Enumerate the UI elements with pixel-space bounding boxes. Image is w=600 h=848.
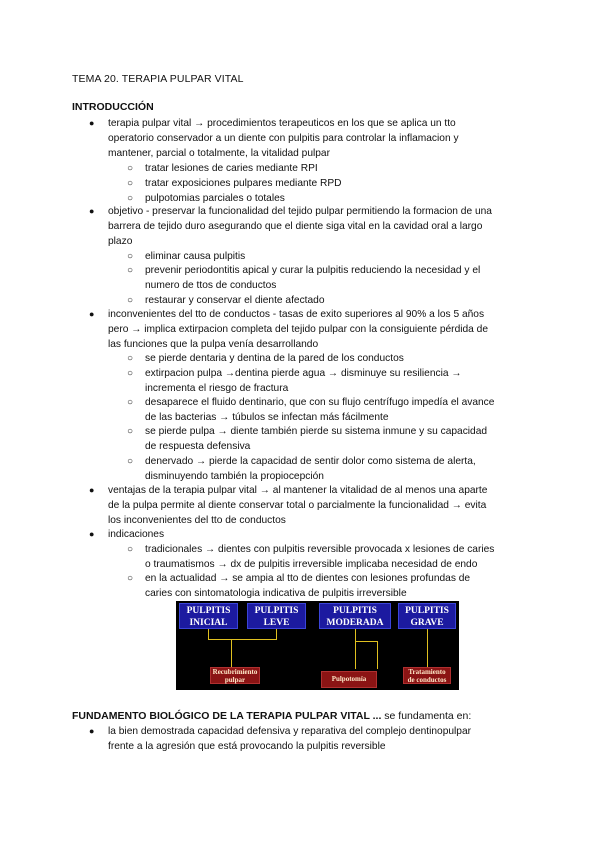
sub-bullet-icon: ○	[127, 265, 134, 276]
bullet-1-sub-1: tratar lesiones de caries mediante RPI	[145, 163, 318, 174]
diagram-outcome-recubrimiento: Recubrimiento pulpar	[210, 667, 260, 684]
pulpitis-treatment-diagram	[176, 601, 459, 690]
diagram-outcome-pulpotomia: Pulpotomía	[321, 671, 377, 688]
bullet-3-text: inconvenientes del tto de conductos - tasas de exito superiores al 90% a los 5 años pero → implica extirpacion completa del tejido pulpar con la consiguiente pérdida de las funciones que la pulpa venía desarrollando	[108, 309, 488, 350]
bullet-icon: ●	[89, 529, 95, 539]
bullet-3-sub-1: se pierde dentaria y dentina de la pared de los conductos	[145, 353, 404, 364]
diagram-category-moderada: PULPITIS MODERADA	[319, 603, 391, 629]
sub-bullet-icon: ○	[127, 353, 134, 364]
sub-bullet-icon: ○	[127, 397, 134, 408]
bullet-2-sub-2: prevenir periodontitis apical y curar la pulpitis reduciendo la necesidad y el numero de ttos de conductos	[145, 265, 481, 291]
bullet-3-sub-3: desaparece el fluido dentinario, que con su flujo centrífugo impedía el avance de las bacterias → túbulos se infectan más fácilmente	[145, 397, 495, 423]
sub-bullet-icon: ○	[127, 295, 134, 306]
sub-bullet-icon: ○	[127, 573, 134, 584]
diagram-outcome-tratamiento: Tratamiento de conductos	[403, 667, 451, 684]
sub-bullet-icon: ○	[127, 178, 134, 189]
bullet-6-text: la bien demostrada capacidad defensiva y reparativa del complejo dentinopulpar frente a la agresión que está provocando la pulpitis reversible	[108, 726, 472, 752]
connector-line	[208, 629, 209, 639]
bullet-3-sub-5: denervado → pierde la capacidad de sentir dolor como sistema de alerta, disminuyendo también la propiocepción	[145, 456, 476, 482]
intro-heading: INTRODUCCIÓN	[72, 101, 154, 113]
connector-line	[276, 629, 277, 639]
bullet-icon: ●	[89, 118, 95, 128]
sub-bullet-icon: ○	[127, 426, 134, 437]
diagram-category-leve: PULPITIS LEVE	[247, 603, 306, 629]
bullet-2-sub-3: restaurar y conservar el diente afectado	[145, 295, 325, 306]
sub-bullet-icon: ○	[127, 251, 134, 262]
bullet-icon: ●	[89, 206, 95, 216]
sub-bullet-icon: ○	[127, 544, 134, 555]
bullet-5-sub-2: en la actualidad → se ampia al tto de dientes con lesiones profundas de caries con sintomatologia indicativa de pulpitis irreversible	[145, 573, 471, 599]
bullet-4-text: ventajas de la terapia pulpar vital → al mantener la vitalidad de al menos una aparte de la pulpa permite al diente conservar total o parcialmente la funcionalidad → evita los inconvenientes del tto de conductos	[108, 485, 488, 526]
connector-line	[208, 639, 277, 640]
bullet-icon: ●	[89, 309, 95, 319]
sub-bullet-icon: ○	[127, 456, 134, 467]
document-title: TEMA 20. TERAPIA PULPAR VITAL	[72, 73, 244, 85]
connector-line	[355, 641, 377, 642]
bullet-1-text: terapia pulpar vital → procedimientos terapeuticos en los que se aplica un tto operatorio conservador a un diente con pulpitis para controlar la inflamacion y mantener, parcial o totalmente, la vitalidad pulpar	[108, 118, 459, 159]
bullet-3-sub-4: se pierde pulpa → diente también pierde su sistema inmune y su capacidad de respuesta defensiva	[145, 426, 488, 452]
bullet-5-sub-1: tradicionales → dientes con pulpitis reversible provocada x lesiones de caries o traumatismos → dx de pulpitis irreversible implicaba necesidad de endo	[145, 544, 495, 570]
sub-bullet-icon: ○	[127, 368, 134, 379]
bullet-1-sub-2: tratar exposiciones pulpares mediante RPD	[145, 178, 342, 189]
connector-line	[377, 641, 378, 669]
connector-line	[231, 639, 232, 667]
sub-bullet-icon: ○	[127, 193, 134, 204]
bullet-icon: ●	[89, 485, 95, 495]
bullet-2-sub-1: eliminar causa pulpitis	[145, 251, 246, 262]
fundamento-heading: FUNDAMENTO BIOLÓGICO DE LA TERAPIA PULPAR VITAL ... se fundamenta en:	[72, 710, 472, 722]
diagram-category-grave: PULPITIS GRAVE	[398, 603, 456, 629]
connector-line	[355, 629, 356, 669]
diagram-category-inicial: PULPITIS INICIAL	[179, 603, 238, 629]
bullet-3-sub-2: extirpacion pulpa →dentina pierde agua → disminuye su resiliencia → incrementa el riesgo de fractura	[145, 368, 462, 394]
bullet-2-text: objetivo - preservar la funcionalidad del tejido pulpar permitiendo la formacion de una barrera de tejido duro asegurando que el diente siga vital en la cavidad oral a largo plazo	[108, 206, 492, 247]
bullet-icon: ●	[89, 726, 95, 736]
connector-line	[427, 629, 428, 667]
bullet-1-sub-3: pulpotomias parciales o totales	[145, 193, 285, 204]
bullet-5-text: indicaciones	[108, 529, 165, 540]
sub-bullet-icon: ○	[127, 163, 134, 174]
